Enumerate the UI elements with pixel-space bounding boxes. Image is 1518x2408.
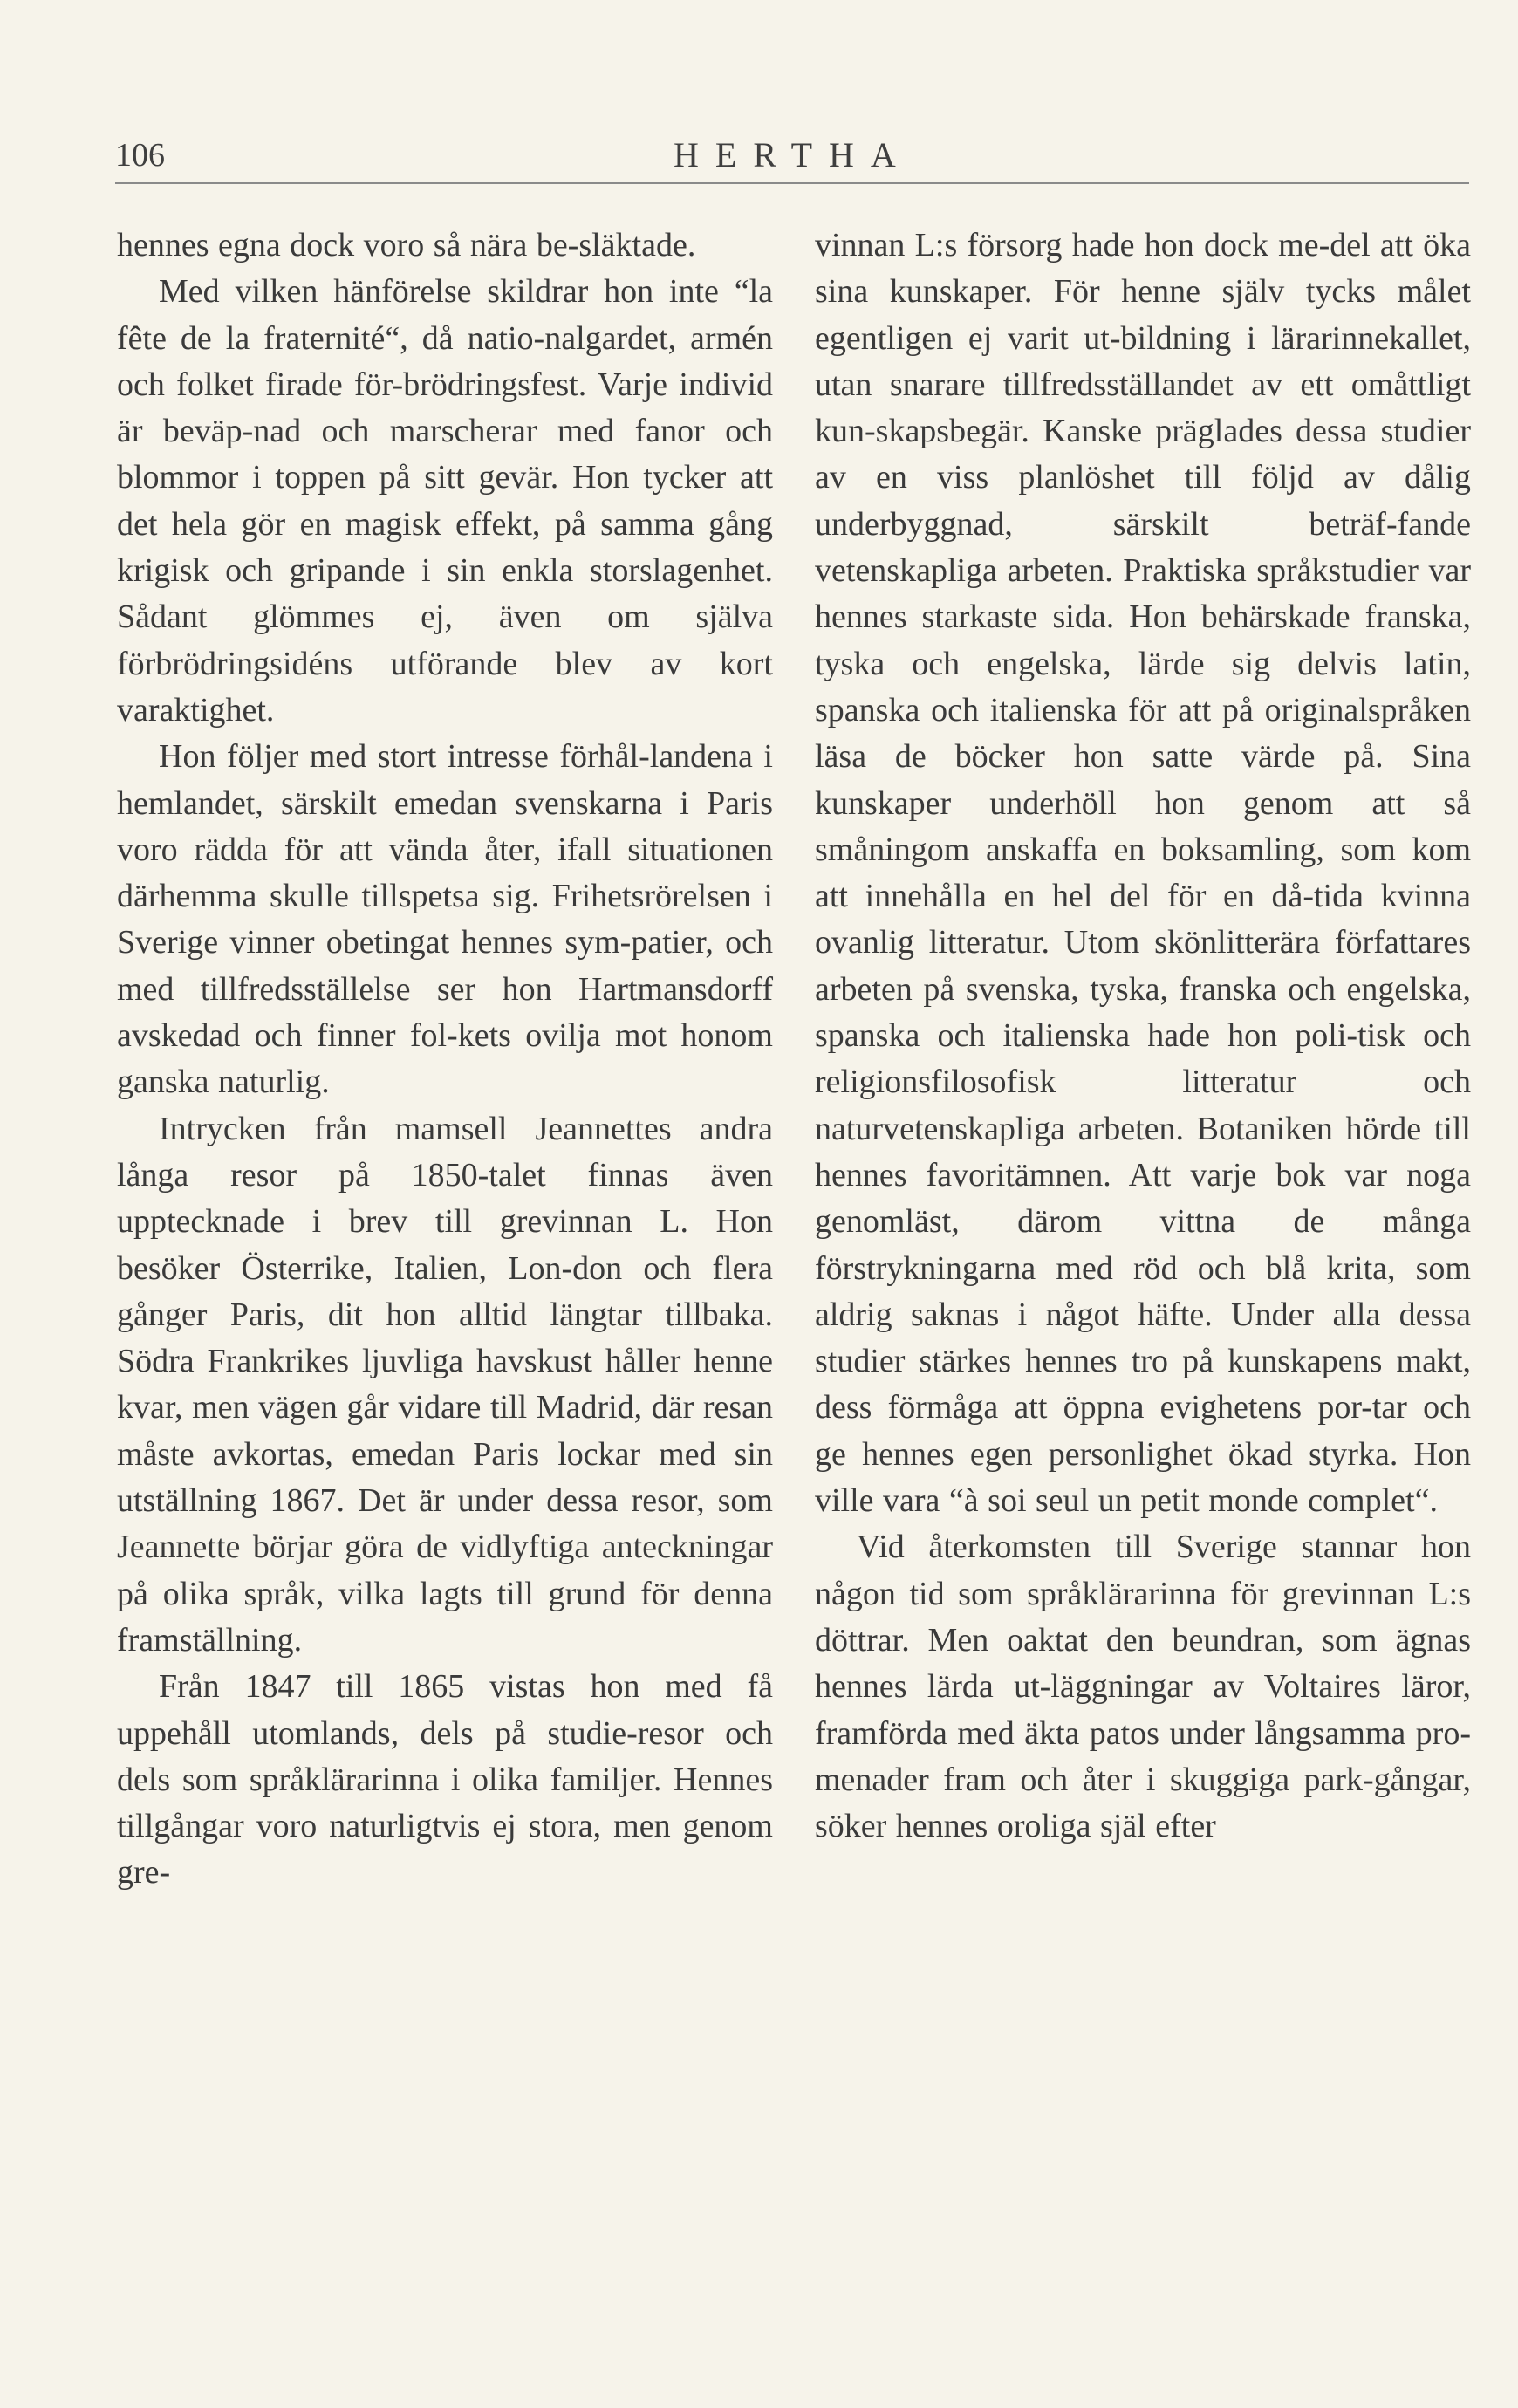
- page-header: [115, 129, 1469, 181]
- paragraph: Vid återkomsten till Sverige stannar hon någon tid som språklärarinna för grevinnan L:s döttrar. Men oaktat den beundran, som ägnas hennes lärda ut-läggningar av Voltaires läror, framförda med äkta patos under långsamma pro-menader fram och åter i skuggiga park-gångar, söker hennes oroliga själ efter: [815, 1529, 1471, 1845]
- right-column: [815, 222, 1471, 1850]
- page-number: 106: [115, 137, 165, 174]
- paragraph: vinnan L:s försorg hade hon dock me-del att öka sina kunskaper. För henne själv tycks målet egentligen ej varit ut-bildning i lärarinnekallet, utan snarare tillfredsställandet av ett omåttligt kun-skapsbegär. Kanske präglades dessa studier av en viss planlöshet till följd av dålig underbyggnad, särskilt beträf-fande vetenskapliga arbeten. Praktiska språkstudier var hennes starkaste sida. Hon behärskade franska, tyska och engelska, lärde sig delvis latin, spanska och italienska för att på originalspråken läsa de böcker hon satte värde på. Sina kunskaper underhöll hon genom att så småningom anskaffa en boksamling, som kom att innehålla en hel del för en då-tida kvinna ovanlig litteratur. Utom skönlitterära författares arbeten på svenska, tyska, franska och engelska, spanska och italienska hade hon poli-tisk och religionsfilosofisk litteratur och naturvetenskapliga arbeten. Botaniken hörde till hennes favoritämnen. Att varje bok var noga genomläst, därom vittna de många förstrykningarna med röd och blå krita, som aldrig saknas i något häfte. Under alla dessa studier stärkes hennes tro på kunskapens makt, dess förmåga att öppna evighetens por-tar och ge hennes egen personlighet ökad styrka. Hon ville vara “à soi seul un petit monde complet“.: [815, 227, 1471, 1520]
- paragraph: hennes egna dock voro så nära be-släktade.: [117, 227, 696, 263]
- left-column: [117, 222, 773, 1897]
- paragraph: Intrycken från mamsell Jeannettes andra långa resor på 1850-talet finnas även upptecknade i brev till grevinnan L. Hon besöker Österrike, Italien, Lon-don och flera gånger Paris, dit hon alltid längtar tillbaka. Södra Frankrikes ljuvliga havskust håller henne kvar, men vägen går vidare till Madrid, där resan måste avkortas, emedan Paris lockar med sin utställning 1867. Det är under dessa resor, som Jeannette börjar göra de vidlyftiga anteckningar på olika språk, vilka lagts till grund för denna framställning.: [117, 1110, 773, 1659]
- running-title: HERTHA: [674, 135, 913, 174]
- paragraph: Hon följer med stort intresse förhål-landena i hemlandet, särskilt emedan svenskarna i Paris voro rädda för att vända åter, ifall situationen därhemma skulle tillspetsa sig. Frihetsrörelsen i Sverige vinner obetingat hennes sym-patier, och med tillfredsställelse ser hon Hartmansdorff avskedad och finner fol-kets ovilja mot honom ganska naturlig.: [117, 738, 773, 1101]
- paragraph: Från 1847 till 1865 vistas hon med få uppehåll utomlands, dels på studie-resor och dels som språklärarinna i olika familjer. Hennes tillgångar voro naturligtvis ej stora, men genom gre-: [117, 1668, 773, 1892]
- paragraph: Med vilken hänförelse skildrar hon inte “la fête de la fraternité“, då natio-nalgardet, armén och folket firade för-brödringsfest. Varje individ är beväp-nad och marscherar med fanor och blommor i toppen på sitt gevär. Hon tycker att det hela gör en magisk effekt, på samma gång krigisk och gripande i sin enkla storslagenhet. Sådant glömmes ej, även om själva förbrödringsidéns utförande blev av kort varaktighet.: [117, 273, 773, 729]
- header-rule-thick: [115, 182, 1469, 184]
